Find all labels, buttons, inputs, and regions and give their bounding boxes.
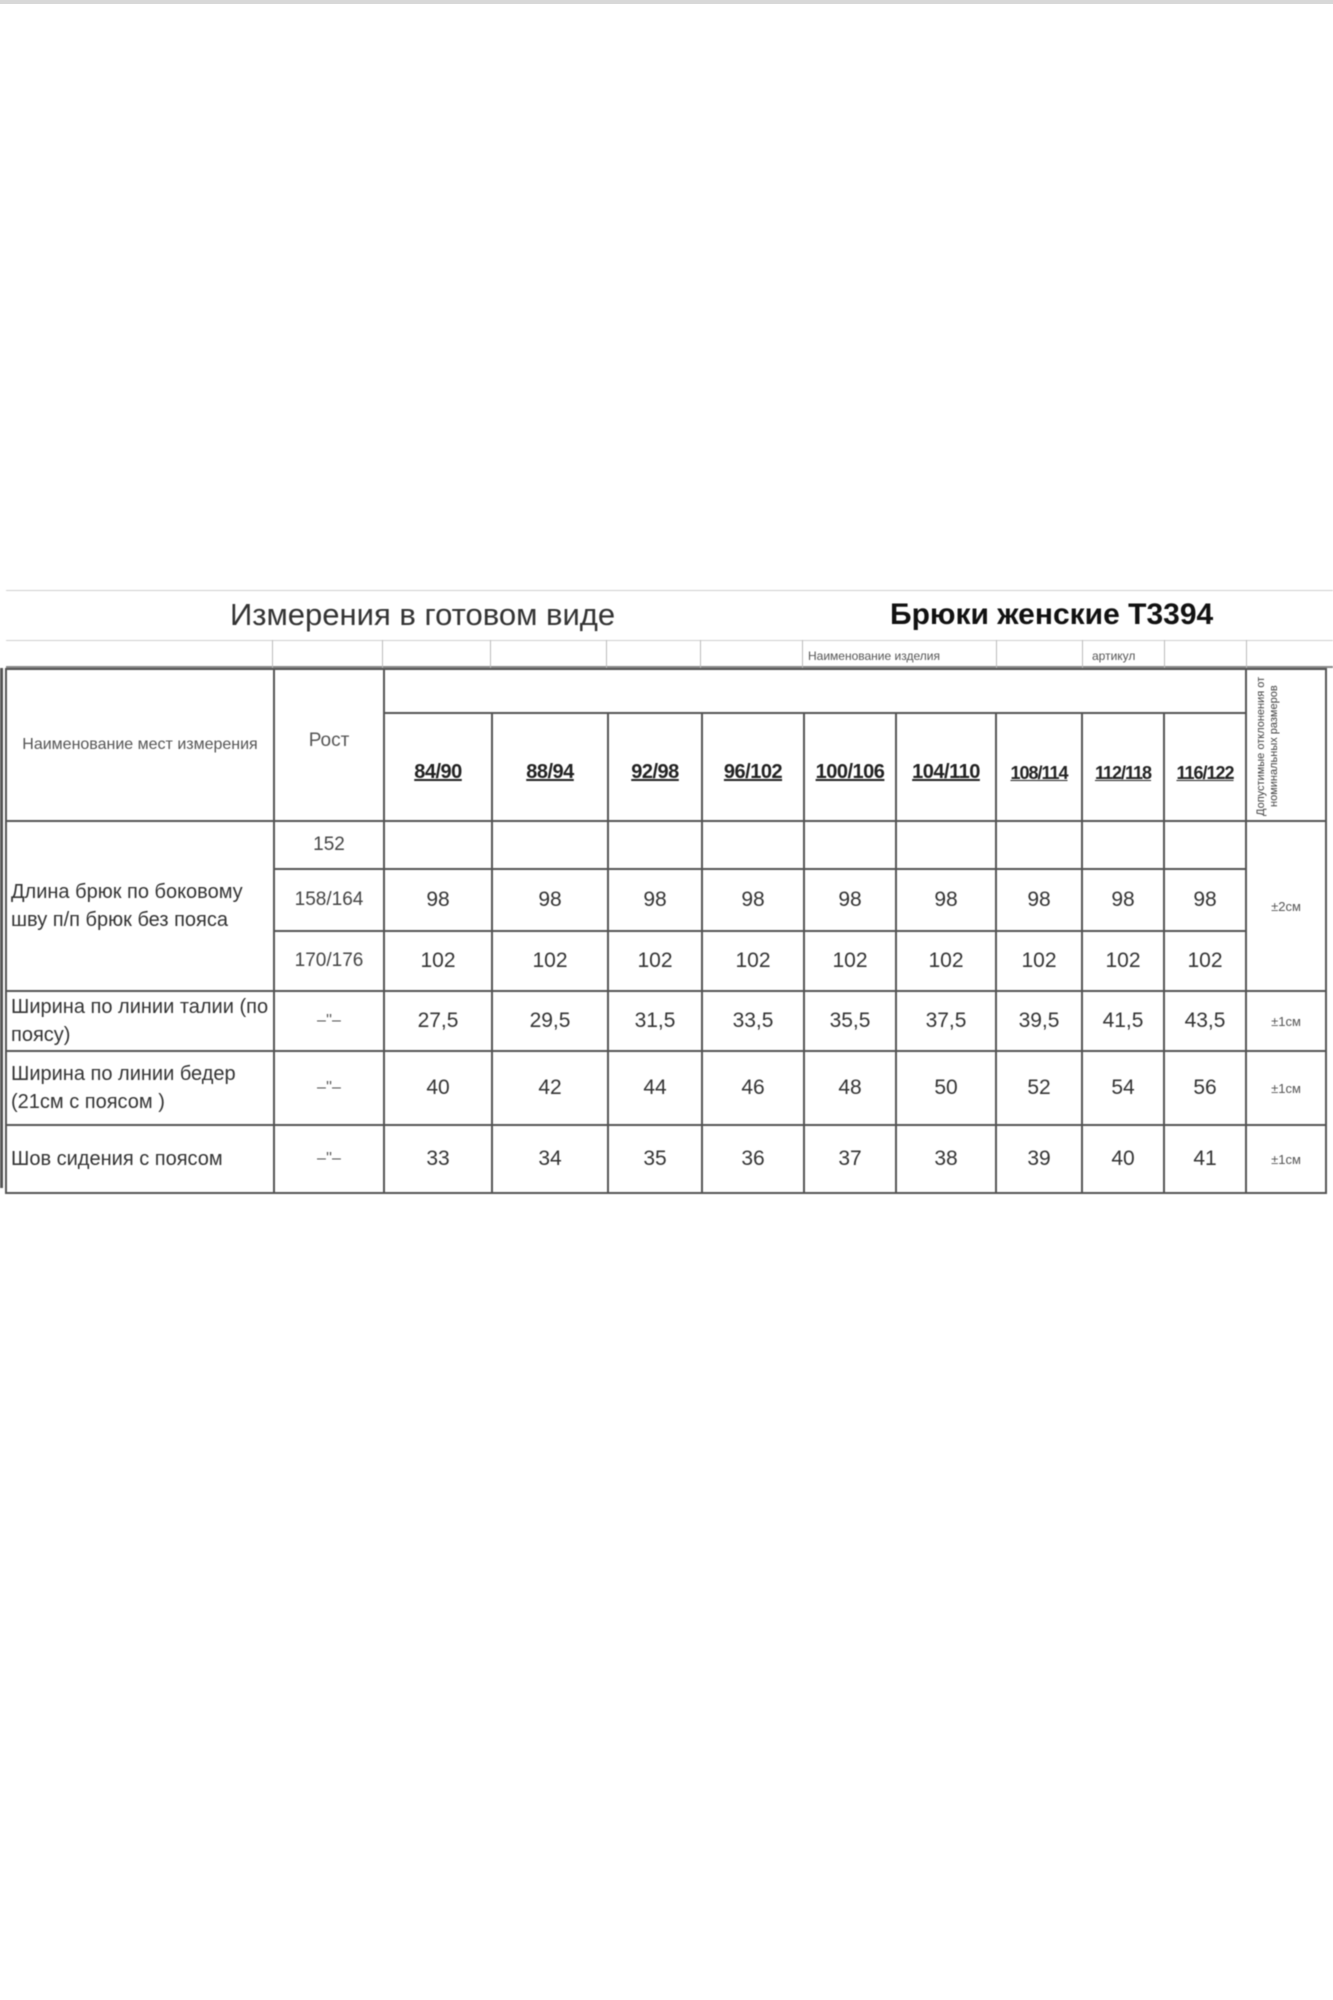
value-cell — [896, 821, 996, 869]
value-cell — [702, 821, 804, 869]
value-cell: 102 — [384, 931, 492, 991]
value-cell — [1082, 821, 1164, 869]
size-header: 112/118 — [1082, 713, 1164, 821]
value-cell: 102 — [1082, 931, 1164, 991]
grid-line — [1164, 640, 1165, 668]
value-cell: 102 — [492, 931, 608, 991]
value-cell: 48 — [804, 1051, 896, 1125]
value-cell: 36 — [702, 1125, 804, 1193]
tolerance-hips: ±1см — [1246, 1051, 1326, 1125]
value-cell: 46 — [702, 1051, 804, 1125]
row-name-length: Длина брюк по боковому шву п/п брюк без пояса — [6, 821, 274, 991]
value-cell: 27,5 — [384, 991, 492, 1051]
value-cell: 102 — [896, 931, 996, 991]
height-value: 170/176 — [274, 931, 384, 991]
value-cell: 35 — [608, 1125, 702, 1193]
tolerance-length: ±2см — [1246, 821, 1326, 991]
value-cell: 56 — [1164, 1051, 1246, 1125]
header-height: Рост — [274, 669, 384, 821]
value-cell — [1164, 821, 1246, 869]
size-header: 92/98 — [608, 713, 702, 821]
grid-line — [996, 640, 997, 668]
header-tolerance: Допустимые отклонения от номинальных размеров — [1246, 669, 1326, 821]
value-cell: 102 — [996, 931, 1082, 991]
size-header: 116/122 — [1164, 713, 1246, 821]
size-table — [5, 668, 1327, 1194]
value-cell: 50 — [896, 1051, 996, 1125]
value-cell: 98 — [384, 869, 492, 931]
grid-line — [802, 640, 803, 668]
row-name-waist: Ширина по линии талии (по поясу) — [6, 991, 274, 1051]
grid-line — [272, 640, 273, 668]
tolerance-waist: ±1см — [1246, 991, 1326, 1051]
size-header: 100/106 — [804, 713, 896, 821]
row-name-seat: Шов сидения с поясом — [6, 1125, 274, 1193]
value-cell: 40 — [1082, 1125, 1164, 1193]
size-header: 96/102 — [702, 713, 804, 821]
value-cell: 39 — [996, 1125, 1082, 1193]
value-cell: 98 — [804, 869, 896, 931]
value-cell: 41,5 — [1082, 991, 1164, 1051]
size-header: 84/90 — [384, 713, 492, 821]
value-cell: 98 — [1164, 869, 1246, 931]
value-cell: 98 — [1082, 869, 1164, 931]
measurement-sheet — [0, 590, 1333, 1200]
row-name-hips: Ширина по линии бедер (21см с поясом ) — [6, 1051, 274, 1125]
value-cell: 98 — [702, 869, 804, 931]
size-header: 108/114 — [996, 713, 1082, 821]
tolerance-seat: ±1см — [1246, 1125, 1326, 1193]
product-name-label: Наименование изделия — [808, 649, 940, 663]
value-cell: 29,5 — [492, 991, 608, 1051]
value-cell: 44 — [608, 1051, 702, 1125]
value-cell: 102 — [702, 931, 804, 991]
article-label: артикул — [1092, 649, 1136, 663]
grid-line — [490, 640, 491, 668]
size-header: 104/110 — [896, 713, 996, 821]
value-cell: 52 — [996, 1051, 1082, 1125]
height-value: 158/164 — [274, 869, 384, 931]
value-cell: 98 — [896, 869, 996, 931]
value-cell: 98 — [608, 869, 702, 931]
grid-line — [382, 640, 383, 668]
value-cell — [608, 821, 702, 869]
grid-line — [1082, 640, 1083, 668]
value-cell: 38 — [896, 1125, 996, 1193]
value-cell: 43,5 — [1164, 991, 1246, 1051]
value-cell: 33 — [384, 1125, 492, 1193]
height-value: 152 — [274, 821, 384, 869]
grid-line — [1246, 640, 1247, 668]
value-cell: 102 — [608, 931, 702, 991]
value-cell: 102 — [1164, 931, 1246, 991]
height-ditto: –''– — [274, 991, 384, 1051]
value-cell: 37 — [804, 1125, 896, 1193]
value-cell: 41 — [1164, 1125, 1246, 1193]
grid-line — [606, 640, 607, 668]
value-cell: 54 — [1082, 1051, 1164, 1125]
value-cell — [804, 821, 896, 869]
value-cell: 34 — [492, 1125, 608, 1193]
value-cell — [996, 821, 1082, 869]
sheet-title: Измерения в готовом виде — [230, 597, 616, 632]
value-cell: 37,5 — [896, 991, 996, 1051]
value-cell: 42 — [492, 1051, 608, 1125]
size-header: 88/94 — [492, 713, 608, 821]
header-sizes-band — [384, 669, 1246, 713]
height-ditto: –''– — [274, 1125, 384, 1193]
page-top-border — [0, 0, 1333, 4]
value-cell: 40 — [384, 1051, 492, 1125]
value-cell: 35,5 — [804, 991, 896, 1051]
header-measurement-name: Наименование мест измерения — [6, 669, 274, 821]
value-cell: 39,5 — [996, 991, 1082, 1051]
grid-line — [700, 640, 701, 668]
value-cell: 33,5 — [702, 991, 804, 1051]
value-cell — [492, 821, 608, 869]
value-cell: 102 — [804, 931, 896, 991]
value-cell: 98 — [492, 869, 608, 931]
height-ditto: –''– — [274, 1051, 384, 1125]
grid-line — [6, 640, 1333, 641]
value-cell — [384, 821, 492, 869]
product-title: Брюки женские Т3394 — [890, 598, 1214, 631]
left-edge-border — [0, 668, 3, 1188]
value-cell: 31,5 — [608, 991, 702, 1051]
value-cell: 98 — [996, 869, 1082, 931]
